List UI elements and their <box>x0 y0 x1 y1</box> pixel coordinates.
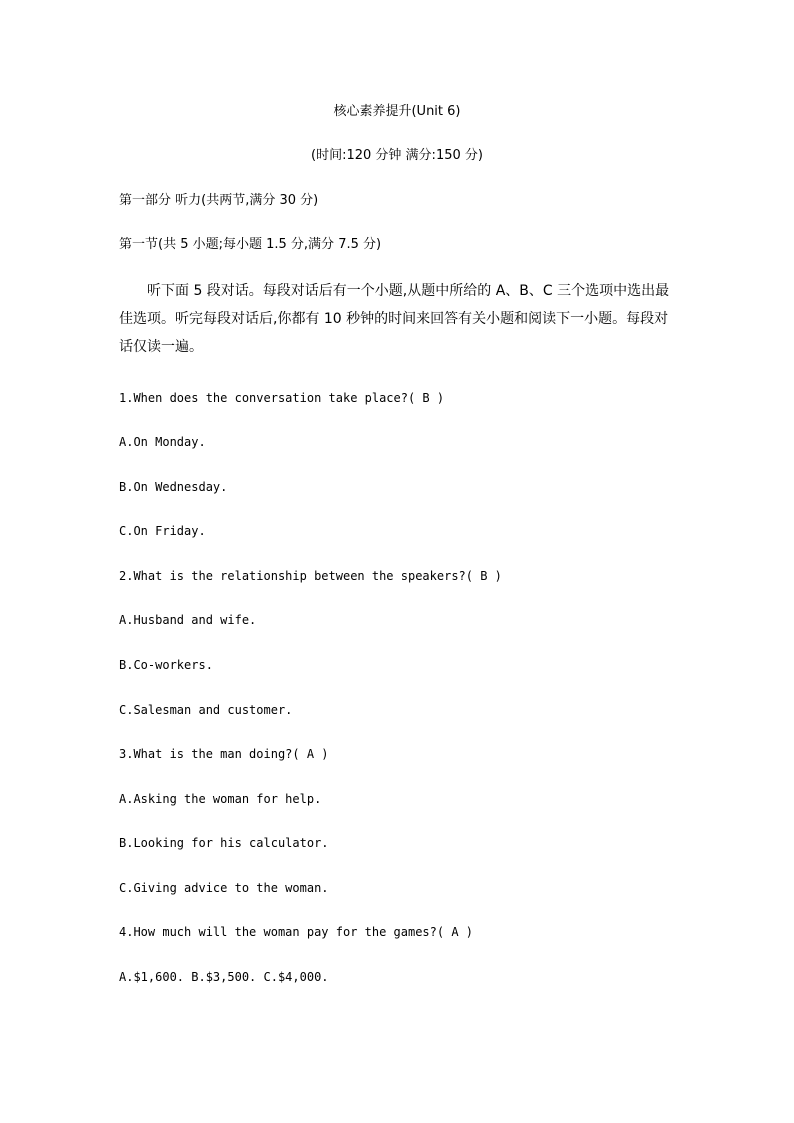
question-2-option-a: A.Husband and wife. <box>119 613 257 627</box>
question-1-option-c: C.On Friday. <box>119 524 206 538</box>
question-3-stem: 3.What is the man doing?( A ) <box>119 747 329 761</box>
question-2-stem: 2.What is the relationship between the speakers?( B ) <box>119 569 502 583</box>
exam-time-score: (时间:120 分钟 满分:150 分) <box>311 148 483 163</box>
part-heading: 第一部分 听力(共两节,满分 30 分) <box>119 193 319 208</box>
question-3-option-a: A.Asking the woman for help. <box>119 792 322 806</box>
page-title: 核心素养提升(Unit 6) <box>333 104 461 119</box>
question-1-stem: 1.When does the conversation take place?( B ) <box>119 391 445 405</box>
section-heading: 第一节(共 5 小题;每小题 1.5 分,满分 7.5 分) <box>119 237 382 252</box>
question-3-option-b: B.Looking for his calculator. <box>119 836 329 850</box>
question-2-option-c: C.Salesman and customer. <box>119 703 293 717</box>
question-4-options: A.$1,600. B.$3,500. C.$4,000. <box>119 970 329 984</box>
instructions-paragraph: 听下面 5 段对话。每段对话后有一个小题,从题中所给的 A、B、C 三个选项中选出最佳选项。听完每段对话后,你都有 10 秒钟的时间来回答有关小题和阅读下一小题。每段对话仅读一遍。 <box>119 283 670 355</box>
question-1-option-a: A.On Monday. <box>119 435 206 449</box>
question-2-option-b: B.Co-workers. <box>119 658 213 672</box>
question-1-option-b: B.On Wednesday. <box>119 480 228 494</box>
question-3-option-c: C.Giving advice to the woman. <box>119 881 329 895</box>
question-4-stem: 4.How much will the woman pay for the games?( A ) <box>119 925 474 939</box>
